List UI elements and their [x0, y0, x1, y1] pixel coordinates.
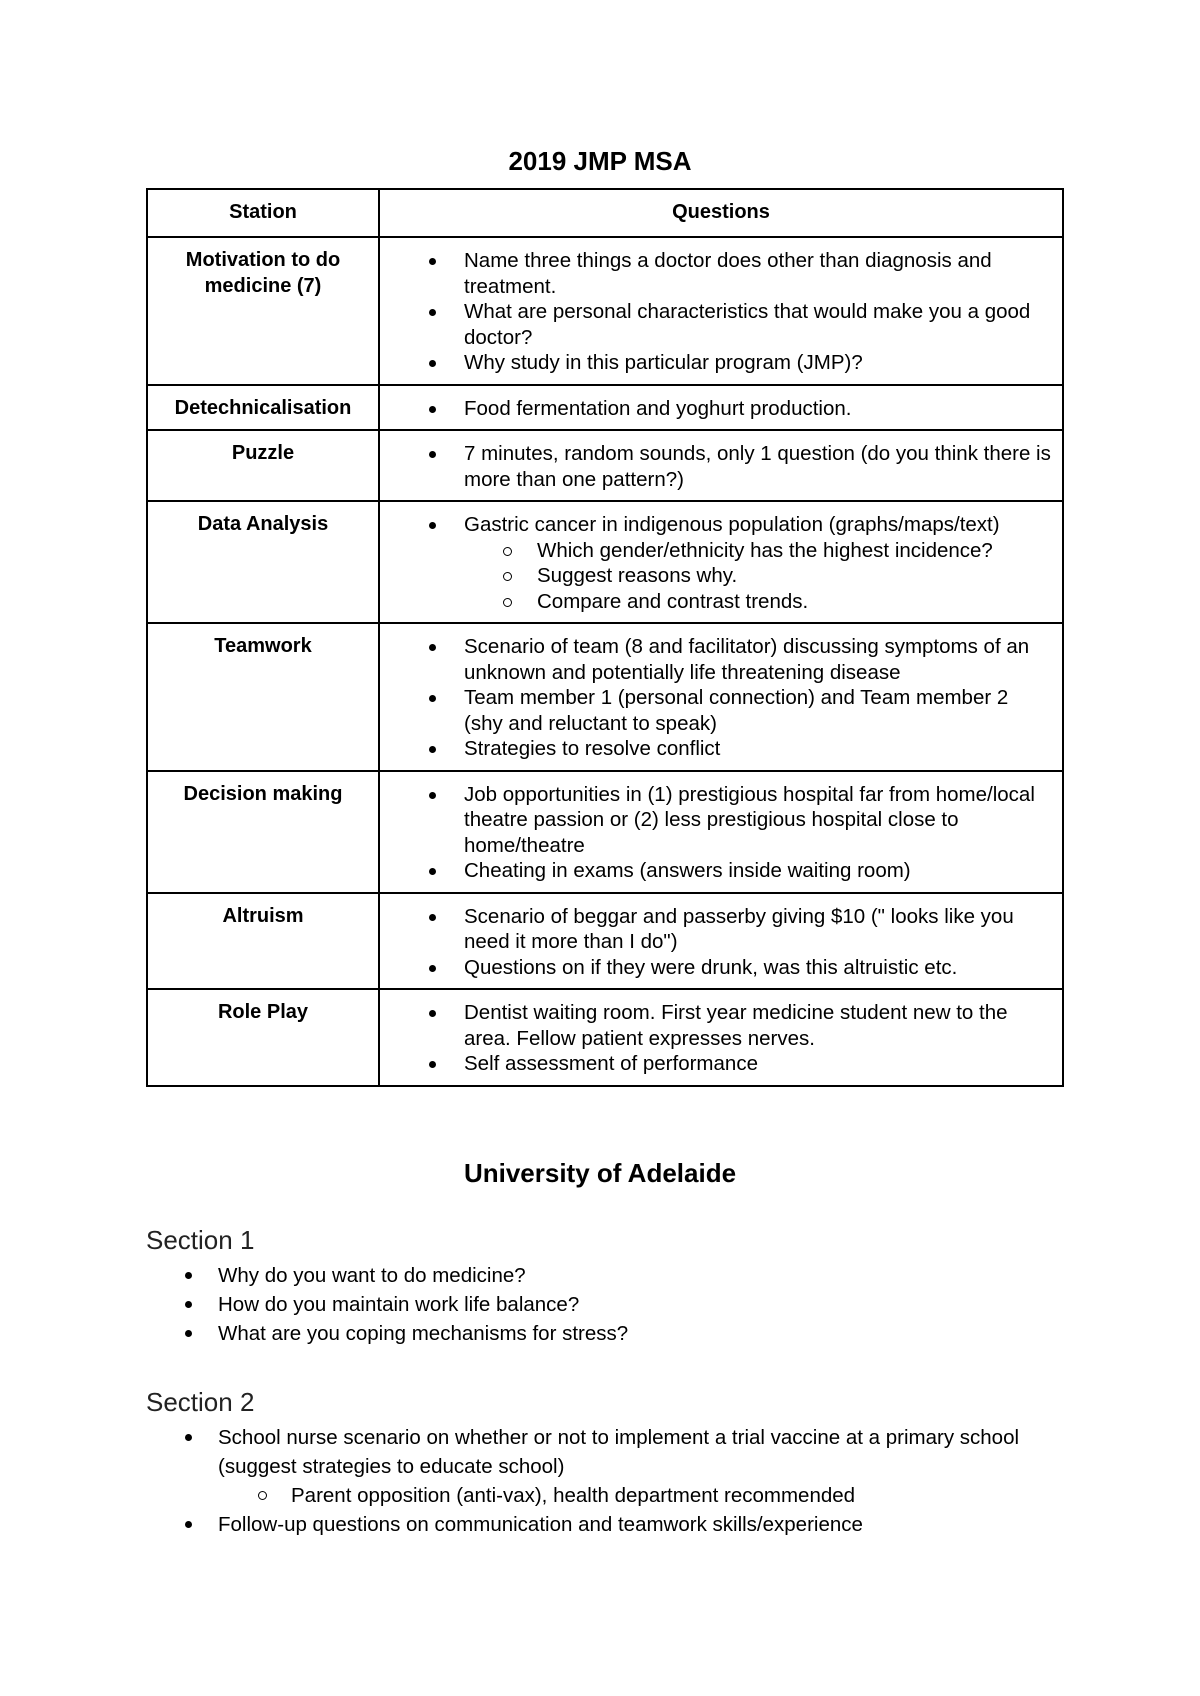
- questions-cell: [379, 623, 1063, 771]
- list-item: [464, 736, 1052, 762]
- question-list: [380, 1000, 1052, 1077]
- list-item: [464, 904, 1052, 955]
- question-list: [380, 634, 1052, 762]
- sub-question-list: [218, 1481, 1066, 1510]
- questions-cell: [379, 385, 1063, 431]
- questions-cell: [379, 501, 1063, 623]
- list-item: [218, 1290, 1066, 1319]
- questions-cell: [379, 237, 1063, 385]
- station-cell: Altruism: [147, 893, 379, 990]
- question-text: What are you coping mechanisms for stress?: [218, 1322, 629, 1345]
- table-row: [147, 771, 1063, 893]
- question-text: Name three things a doctor does other than diagnosis and treatment.: [464, 249, 992, 298]
- questions-cell: [379, 989, 1063, 1086]
- question-list: [380, 904, 1052, 981]
- list-item: [464, 299, 1052, 350]
- question-text: Strategies to resolve conflict: [464, 737, 721, 760]
- table-row: [147, 623, 1063, 771]
- list-item: [464, 512, 1052, 614]
- question-list: [380, 782, 1052, 884]
- question-list: [380, 248, 1052, 376]
- station-column-header: Station: [147, 189, 379, 237]
- list-item: [218, 1319, 1066, 1348]
- questions-cell: [379, 771, 1063, 893]
- question-text: 7 minutes, random sounds, only 1 question (do you think there is more than one pattern?): [464, 442, 1051, 491]
- questions-column-header: Questions: [379, 189, 1063, 237]
- question-text: Why study in this particular program (JMP)?: [464, 351, 863, 374]
- list-item: [218, 1510, 1066, 1539]
- station-cell: Data Analysis: [147, 501, 379, 623]
- question-text: Follow-up questions on communication and teamwork skills/experience: [218, 1513, 863, 1536]
- table-row: [147, 989, 1063, 1086]
- list-item: [464, 685, 1052, 736]
- sub-list-item: Suggest reasons why.: [537, 563, 1052, 589]
- question-text: How do you maintain work life balance?: [218, 1293, 580, 1316]
- sub-question-list: [464, 538, 1052, 615]
- section-2-heading: Section 2: [146, 1387, 255, 1417]
- sub-list-item: Compare and contrast trends.: [537, 589, 1052, 615]
- table-row: [147, 501, 1063, 623]
- msa-stations-table: [146, 188, 1064, 1087]
- question-text: Why do you want to do medicine?: [218, 1264, 526, 1287]
- question-text: Job opportunities in (1) prestigious hospital far from home/local theatre passion or (2) less prestigious hospital close to home/theatre: [464, 782, 1035, 857]
- table-row: [147, 237, 1063, 385]
- station-cell: Role Play: [147, 989, 379, 1086]
- sub-list-item: Which gender/ethnicity has the highest incidence?: [537, 538, 1052, 564]
- question-text: Gastric cancer in indigenous population (graphs/maps/text): [464, 513, 1000, 536]
- station-cell: Motivation to do medicine (7): [147, 237, 379, 385]
- document-title: 2019 JMP MSA: [508, 146, 692, 176]
- table-row: [147, 430, 1063, 501]
- list-item: [464, 350, 1052, 376]
- section-1-heading: Section 1: [146, 1225, 255, 1255]
- list-item: [218, 1423, 1066, 1510]
- station-cell: Puzzle: [147, 430, 379, 501]
- station-cell: Decision making: [147, 771, 379, 893]
- list-item: [464, 634, 1052, 685]
- list-item: [464, 441, 1052, 492]
- questions-cell: [379, 430, 1063, 501]
- question-text: School nurse scenario on whether or not to implement a trial vaccine at a primary school (suggest strategies to educate school): [218, 1426, 1020, 1478]
- table-row: [147, 893, 1063, 990]
- section-question-list: [146, 1261, 1066, 1348]
- question-text: Cheating in exams (answers inside waiting room): [464, 859, 911, 882]
- question-text: Dentist waiting room. First year medicine student new to the area. Fellow patient expresses nerves.: [464, 1001, 1008, 1050]
- question-list: [380, 441, 1052, 492]
- question-text: Team member 1 (personal connection) and Team member 2 (shy and reluctant to speak): [464, 686, 1009, 735]
- list-item: [218, 1261, 1066, 1290]
- question-text: Questions on if they were drunk, was this altruistic etc.: [464, 955, 958, 979]
- question-text: What are personal characteristics that would make you a good doctor?: [464, 300, 1031, 349]
- question-text: Self assessment of performance: [464, 1052, 758, 1075]
- list-item: [464, 396, 1052, 422]
- station-cell: Teamwork: [147, 623, 379, 771]
- section-2-list: [146, 1423, 1066, 1539]
- list-item: [464, 1000, 1052, 1051]
- question-list: [380, 396, 1052, 422]
- sub-list-item: Parent opposition (anti-vax), health department recommended: [291, 1481, 1066, 1510]
- section-1-list: [146, 1261, 1066, 1348]
- list-item: [464, 1051, 1052, 1077]
- section-question-list: [146, 1423, 1066, 1539]
- list-item: [464, 248, 1052, 299]
- questions-cell: [379, 893, 1063, 990]
- list-item: [464, 955, 1052, 981]
- question-list: [380, 512, 1052, 614]
- university-title: University of Adelaide: [463, 1158, 737, 1188]
- table-header-row: [147, 189, 1063, 237]
- question-text: Food fermentation and yoghurt production.: [464, 396, 852, 420]
- list-item: [464, 782, 1052, 859]
- list-item: [464, 858, 1052, 884]
- table-row: [147, 385, 1063, 431]
- question-text: Scenario of team (8 and facilitator) discussing symptoms of an unknown and potentially life threatening disease: [464, 635, 1030, 684]
- station-cell: Detechnicalisation: [147, 385, 379, 431]
- question-text: Scenario of beggar and passerby giving $10 (" looks like you need it more than I do"): [464, 904, 1014, 953]
